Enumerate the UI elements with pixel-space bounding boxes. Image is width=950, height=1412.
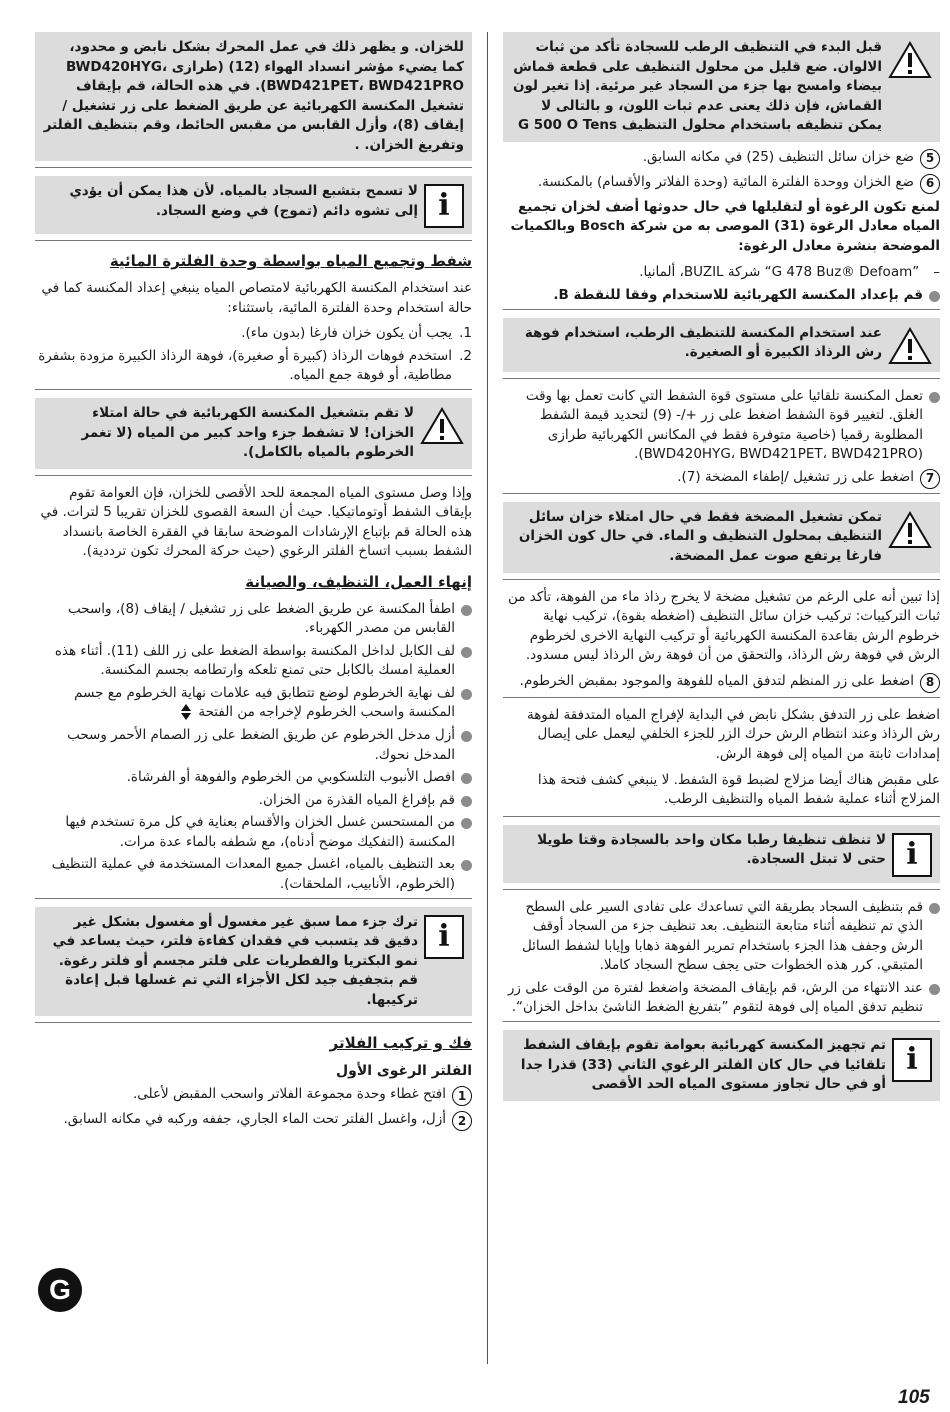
step-number: 7: [920, 469, 940, 489]
divider: [35, 389, 472, 390]
suction-bullet: [503, 387, 940, 465]
filter-step-2: [35, 1110, 472, 1131]
continued-box: [35, 32, 472, 161]
warning-text: تمكن تشغيل المضخة فقط في حال امتلاء خزان سائل التنظيف بمحلول التنظيف و الماء. في حال كون الخزان فارغا يرتفع صوت عمل المضخة.: [518, 508, 882, 564]
foam-product-item: [503, 263, 940, 283]
info-box-long-time: [503, 825, 940, 883]
divider: [35, 898, 472, 899]
step-text: ضع خزان سائل التنظيف (25) في مكانه السابق.: [642, 148, 914, 165]
divider: [503, 889, 940, 890]
step-text: اضغط على زر تشغيل /إطفاء المضخة (7).: [677, 468, 914, 485]
step-number: 1: [452, 1086, 472, 1106]
info-icon: i: [892, 833, 932, 877]
step-7: [503, 468, 940, 489]
water-item-1: [35, 324, 472, 344]
warning-text: قبل البدء في التنظيف الرطب للسجادة تأكد من ثبات الالوان. ضع قليل من محلول التنظيف على قطعة قماش بيضاء وامسح بها جزء من السجاد غير مرئية. إذا تغير لون القماش، فإن ذلك يعنى عدم ثبات اللون، و بالتالى لا يمكن تنظيفه باستخدام محلول التنظيف G 500 O Tens: [512, 39, 882, 134]
flow-paragraph: اضغط على زر التدفق بشكل نابض في البداية لإفراج المياه المتدفقة لفوهة رش الرذاذ وعند انتظام الرش حرك الزر للجزء الخلفي ليعمل على إيصال إمدادات ثابتة من المياه إلى فوهة الرش.: [526, 706, 940, 762]
warning-text: لا تقم بتشغيل المكنسة الكهربائية في حالة امتلاء الخزان! لا تشفط جزء واحد كبير من المياه (لا تغمر الخرطوم بالمياه بالكامل).: [81, 404, 414, 461]
step-5: [503, 148, 940, 169]
item-number: 2.: [459, 347, 472, 364]
section-heading-water: شفط وتجميع المياه بواسطة وحدة الفلترة المائية: [109, 252, 472, 271]
finish-step: [35, 642, 472, 681]
water-item-2: [35, 347, 472, 386]
info-text: تم تجهيز المكنسة كهربائية بعوامة تقوم بإيقاف الشفط تلقائيا في حال كان الفلتر الرغوي الثاني (33) قذرا جدا أو في حال تجاوز مستوى المياه الحد الأقصى: [520, 1037, 886, 1093]
bullet-icon: [461, 860, 472, 871]
bullet-text: افصل الأنبوب التلسكوبي من الخرطوم والفوهة أو الفرشاة.: [126, 769, 455, 786]
bullet-text: بعد التنظيف بالمياه، اغسل جميع المعدات المستخدمة في عملية التنظيف (الخرطوم، الأنابيب، الملحقات).: [51, 856, 455, 892]
bullet-text: لف نهاية الخرطوم لوضع تتطابق فيه علامات نهاية الخرطوم مع جسم المكنسة واسحب الخرطوم لإخراجه من الفتحة: [74, 684, 455, 721]
divider: [503, 309, 940, 310]
dash-marker: –: [933, 263, 940, 280]
section-heading-finish: إنهاء العمل، التنظيف، والصيانة: [245, 572, 472, 591]
alignment-marker-icon: [181, 704, 191, 720]
item-number: 1.: [459, 325, 472, 342]
divider: [503, 378, 940, 379]
column-divider: [487, 32, 488, 1364]
divider: [35, 475, 472, 476]
bullet-icon: [461, 731, 472, 742]
filter-step-1: [35, 1085, 472, 1106]
bullet-icon: [461, 647, 472, 658]
continued-text: للخزان. و يظهر ذلك في عمل المحرك بشكل نابض و محدود، كما يضيء مؤشر انسداد الهواء (12) (طرازى BWD420HYG، BWD421PET، BWD421PRO). في هذه الحالة، قم بإيقاف تشغيل المكنسة الكهربائية عن طريق الضغط على زر تشغيل / إيقاف (8)، وأزل القابس من مقبس الحائط، وقم بتنظيف الفلتر وتفريغ الخزان. .: [43, 39, 464, 153]
figure-g-badge: G: [38, 1268, 82, 1312]
bullet-icon: [461, 605, 472, 616]
bullet-text: أزل مدخل الخرطوم عن طريق الضغط على زر الصمام الأحمر وسحب المدخل نحوك.: [67, 727, 455, 763]
finish-step: [35, 855, 472, 894]
foam-product: ”G 478 Buz® Defoam“ شركة BUZIL، ألمانيا.: [639, 263, 920, 280]
info-text: ترك جزء مما سبق غير مغسول أو مغسول بشكل غير دقيق قد يتسبب في فقدان كفاءة فلتر، حيث يساعد في نمو البكتريا والفطريات على فلتر مجسم أو فلتر رغوة. قم بتجفيف جيد لكل الأجزاء التي تم غسلها قبل إعادة تركيبها.: [52, 913, 418, 1008]
strips-bullet: [503, 898, 940, 976]
bullet-icon: [929, 392, 940, 403]
bullet-icon: [461, 796, 472, 807]
step-text: افتح غطاء وحدة مجموعة الفلاتر واسحب المقبض لأعلى.: [132, 1086, 446, 1103]
finish-step: [35, 600, 472, 639]
warning-text: عند استخدام المكنسة للتنظيف الرطب، استخدام فوهة رش الرذاذ الكبيرة أو الصغيرة.: [524, 324, 882, 361]
info-icon: i: [424, 915, 464, 959]
info-box-dirty-filter: [35, 907, 472, 1017]
foam-note: لمنع تكون الرغوة أو لتقليلها في حال حدوثها أضف لخزان تجميع المياه معادل الرغوة (31) الموصى به من شركة Bosch وبالكميات الموضحة بنشرة معادل الرغوة:: [510, 198, 940, 254]
bullet-text: عند الانتهاء من الرش، قم بإيقاف المضخة واضغط لفترة من الوقت على زر تنظيم تدفق المياه إلى فوهة لتقوم ”بتفريغ الضغط الناشئ بداخل الخزان“.: [507, 979, 923, 1016]
item-text: يجب أن يكون خزان فارغا (بدون ماء).: [241, 325, 452, 342]
slider-paragraph: على مقبض هناك أيضا مزلاج لضبط قوة الشفط. لا ينبغي كشف فتحة هذا المزلاج أثناء عملية شفط المياه والتنظيف الرطب.: [537, 771, 940, 808]
finish-step: [35, 813, 472, 852]
info-box-saturate: [35, 176, 472, 234]
bullet-icon: [461, 689, 472, 700]
step-6: [503, 173, 940, 194]
warning-box-color-fastness: [503, 32, 940, 142]
finish-bullet: [503, 979, 940, 1018]
right-column: [503, 32, 940, 1107]
subheading-first-filter: الفلتر الرغوى الأول: [335, 1063, 472, 1080]
page-number: 105: [898, 1387, 930, 1408]
float-paragraph: وإذا وصل مستوى المياه المجمعة للحد الأقصى للخزان، فإن العوامة تقوم بإيقاف الشفط أوتوماتيكيا. حيث أن السعة القصوى للخزان تقريبا 5 لترات. في هذه الحالة قم بإتباع الإرشادات الموضحة سابقا في الفقرة الخاصة بانسداد الشفط بسبب اتساخ الفلتر الرغوي (حيث حركة المحرك تكون ترددية).: [40, 484, 472, 560]
warning-triangle-icon: [420, 406, 464, 446]
no-spray-paragraph: إذا تبين أنه على الرغم من تشغيل مضخة لا يخرج رذاذ ماء من الفوهة، تأكد من ثبات التركيبات: تركيب خزان سائل التنظيف (اضغطه بقوة)، تركيب نهاية خرطوم الرش بقاعدة المكنسة الكهربائية أو تركيب النهاية الاخرى لخرطوم الرش في فوهة رش الرذاذ، والتحقق من أن فوهة رش الرذاذ ليس مسدود.: [507, 588, 940, 664]
bullet-icon: [929, 903, 940, 914]
prepare-bullet: [503, 286, 940, 306]
finish-step: [35, 726, 472, 765]
warning-triangle-icon: [888, 40, 932, 80]
left-column: [35, 32, 472, 1135]
divider: [503, 493, 940, 494]
info-box-float: [503, 1030, 940, 1101]
step-8: [503, 672, 940, 693]
step-number: 8: [920, 673, 940, 693]
info-icon: i: [424, 184, 464, 228]
finish-step: [35, 768, 472, 788]
info-icon: i: [892, 1038, 932, 1082]
warning-triangle-icon: [888, 326, 932, 366]
step-text: اضغط على زر المنظم لتدفق المياه للفوهة والموجود بمقبض الخرطوم.: [519, 672, 914, 689]
divider: [35, 1022, 472, 1023]
section-heading-filters: فك و تركيب الفلاتر: [329, 1034, 472, 1053]
bullet-text: لف الكابل لداخل المكنسة بواسطة الضغط على زر اللف (11). أثناء هذه العملية امسك بالكابل حتى تمنع تلعكه وارتطامه بجسم المكنسة.: [54, 642, 455, 679]
info-text: لا تنظف تنظيفا رطبا مكان واحد بالسجادة وقتا طويلا حتى لا تبتل السجادة.: [537, 831, 886, 868]
divider: [503, 697, 940, 698]
warning-box-pump: [503, 502, 940, 573]
step-number: 6: [920, 174, 940, 194]
divider: [503, 1021, 940, 1022]
divider: [503, 816, 940, 817]
bullet-text: اطفأ المكنسة عن طريق الضغط على زر تشغيل / إيقاف (8)، واسحب القابس من مصدر الكهرباء.: [67, 600, 455, 637]
divider: [503, 579, 940, 580]
item-text: استخدم فوهات الرذاذ (كبيرة أو صغيرة)، فوهة الرذاذ الكبيرة مزودة بشفرة مطاطية، أو فوهة جمع المياه.: [38, 347, 452, 384]
step-number: 5: [920, 149, 940, 169]
warning-box-spray-nozzle: [503, 318, 940, 372]
bullet-text: من المستحسن غسل الخزان والأقسام بعناية في كل مرة تستخدم فيها المكنسة (التفكيك موضح أدناه)، مع شطفه بالماء عدة مرات.: [65, 814, 455, 850]
warning-box-full-tank: [35, 398, 472, 469]
bullet-text: قم بإفراغ المياه القذرة من الخزان.: [258, 791, 455, 808]
finish-step: [35, 791, 472, 811]
divider: [35, 167, 472, 168]
step-text: أزل، واغسل الفلتر تحت الماء الجاري، جففه وركبه في مكانه السابق.: [63, 1111, 446, 1128]
finish-step: [35, 684, 472, 723]
bullet-text: قم بتنظيف السجاد بطريقة التي تساعدك على تفادى السير على السطح الذي تم تنظيفه أثناء متابعة التنظيف. بعد تنظيف جزء من السجاد أوقف الرش وجفف هذا الجزء باستخدام تمرير الفوهة ذهابا وإيابا لشفط السائل المتبقي. كرر هذه الخطوات حتى يجف سطح السجاد كاملا.: [521, 898, 923, 974]
bullet-icon: [929, 984, 940, 995]
bullet-text: قم بإعداد المكنسة الكهربائية للاستخدام وفقا للنقطة B.: [553, 287, 923, 304]
step-text: ضع الخزان ووحدة الفلترة المائية (وحدة الفلاتر والأقسام) بالمكنسة.: [537, 173, 914, 190]
bullet-icon: [929, 291, 940, 302]
bullet-text: تعمل المكنسة تلقائيا على مستوى قوة الشفط التي كانت تعمل بها وقت الغلق. لتغيير قوة الشفط اضغط على زر +/- (9) لتحديد قيمة الشفط المطلوبة رقميا (خاصية متوفرة فقط في المكانس الكهربائية طرازى (BWD420HYG، BWD421PET، BWD421PRO).: [525, 387, 923, 463]
bullet-icon: [461, 773, 472, 784]
step-number: 2: [452, 1111, 472, 1131]
warning-triangle-icon: [888, 510, 932, 550]
info-text: لا تسمح بتشبع السجاد بالمياه. لأن هذا يمكن أن يؤدي إلى تشوه دائم (تموج) في وضع السجاد.: [69, 183, 418, 219]
bullet-icon: [461, 818, 472, 829]
divider: [35, 240, 472, 241]
water-intro: عند استخدام المكنسة الكهربائية لامتصاص المياه ينبغي إعداد المكنسة كما في حالة استخدام وحدة الفلترة المائية، باستثناء:: [41, 280, 472, 316]
